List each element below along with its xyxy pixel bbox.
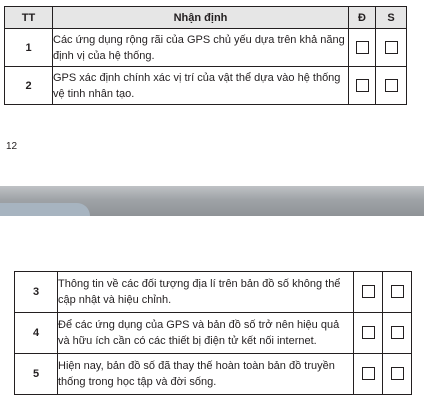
table-row: [15, 313, 412, 354]
row-statement: Các ứng dụng rộng rãi của GPS chủ yếu dựa trên khả năng định vị của hệ thống.: [53, 29, 349, 67]
true-checkbox[interactable]: [362, 285, 375, 298]
row-index: 2: [5, 67, 53, 105]
row-statement: GPS xác định chính xác vị trí của vật thể dựa vào hệ thống vệ tinh nhân tạo.: [53, 67, 349, 105]
table-header-row: [5, 7, 407, 29]
true-false-table-bottom: [14, 271, 412, 395]
table-row: [5, 67, 407, 105]
false-checkbox[interactable]: [385, 41, 398, 54]
table-row: [15, 272, 412, 313]
row-index: 1: [5, 29, 53, 67]
false-checkbox[interactable]: [385, 79, 398, 92]
header-true: Đ: [349, 7, 376, 29]
row-index: 4: [15, 313, 58, 354]
page-number: 12: [6, 141, 18, 152]
row-statement: Hiện nay, bản đồ số đã thay thế hoàn toàn bản đồ truyền thống trong học tập và đời sống.: [58, 354, 354, 395]
row-statement: Thông tin về các đối tượng địa lí trên bản đồ số không thể cập nhật và hiệu chỉnh.: [58, 272, 354, 313]
row-index: 3: [15, 272, 58, 313]
true-checkbox[interactable]: [356, 41, 369, 54]
false-checkbox[interactable]: [391, 367, 404, 380]
header-index: TT: [5, 7, 53, 29]
row-index: 5: [15, 354, 58, 395]
false-checkbox[interactable]: [391, 285, 404, 298]
table-row: [15, 354, 412, 395]
page-separator-shade: [0, 203, 90, 216]
true-checkbox[interactable]: [356, 79, 369, 92]
true-false-table-top: [4, 6, 407, 105]
header-statement: Nhận định: [53, 7, 349, 29]
table-row: [5, 29, 407, 67]
header-false: S: [376, 7, 407, 29]
true-checkbox[interactable]: [362, 326, 375, 339]
row-statement: Để các ứng dụng của GPS và bản đồ số trở nên hiệu quả và hữu ích cần có các thiết bị điện tử kết nối internet.: [58, 313, 354, 354]
true-checkbox[interactable]: [362, 367, 375, 380]
false-checkbox[interactable]: [391, 326, 404, 339]
